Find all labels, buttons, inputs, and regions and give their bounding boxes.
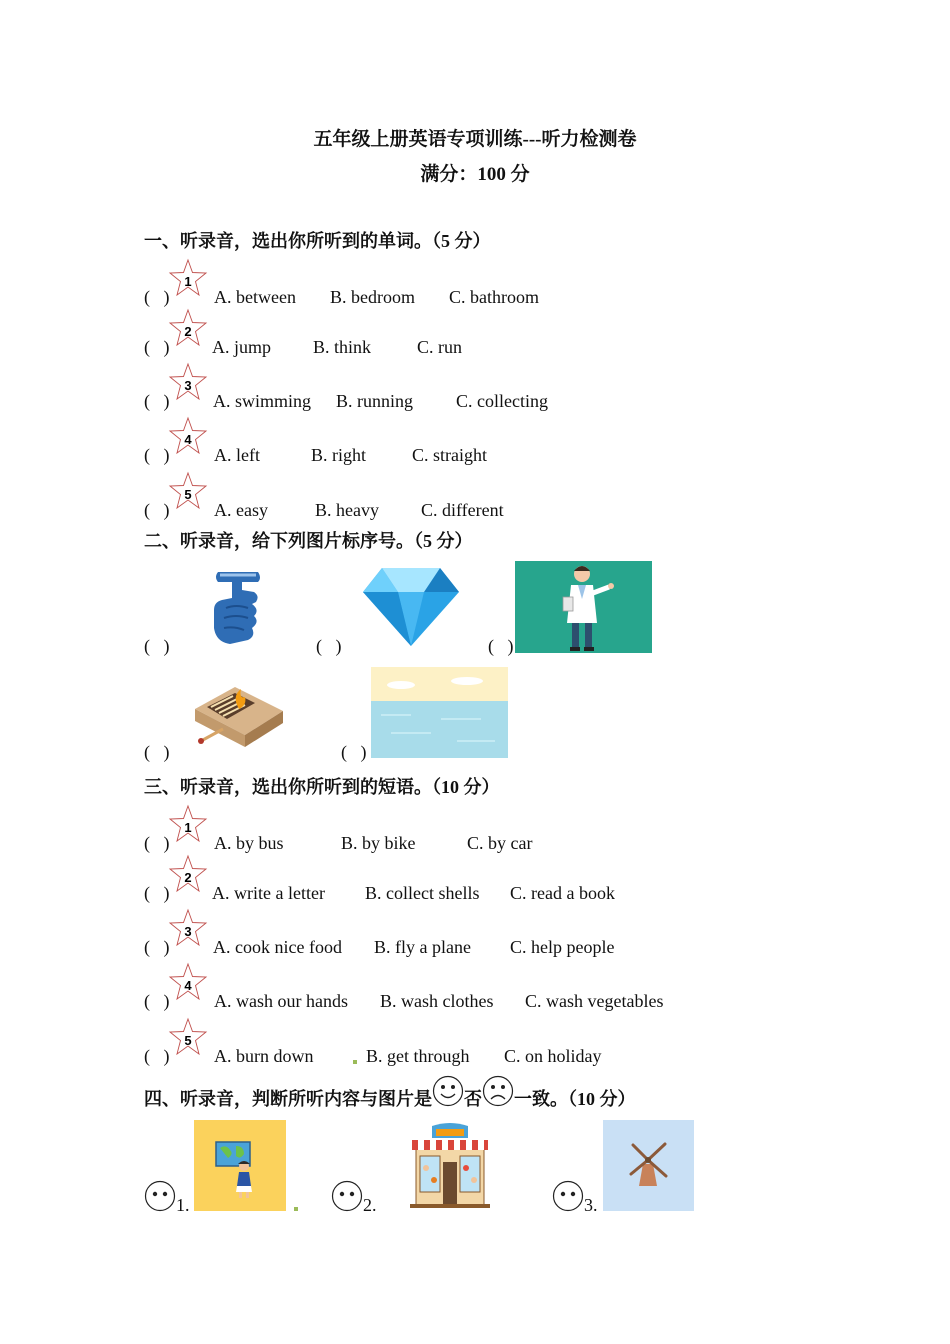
answer-blank[interactable]: ( ) (144, 500, 170, 520)
smiley-face-icon (432, 1075, 464, 1107)
section3-question-4 (144, 962, 794, 1012)
decorative-dot (294, 1207, 298, 1211)
answer-face-icon[interactable] (331, 1180, 363, 1212)
option-b[interactable]: B. collect shells (365, 883, 480, 903)
option-c[interactable]: C. read a book (510, 883, 615, 903)
option-a[interactable]: A. wash our hands (214, 991, 348, 1011)
option-b[interactable]: B. get through (366, 1046, 470, 1066)
question-number: 5 (184, 487, 192, 502)
option-c[interactable]: C. straight (412, 445, 487, 465)
option-a[interactable]: A. easy (214, 500, 268, 520)
section4-heading-part1: 四、听录音，判断所听内容与图片是 (144, 1089, 432, 1109)
answer-blank[interactable]: ( ) (144, 337, 170, 357)
answer-face-icon[interactable] (552, 1180, 584, 1212)
option-c[interactable]: C. on holiday (504, 1046, 602, 1066)
section1-question-3 (144, 362, 794, 412)
section4-heading (144, 1085, 636, 1111)
answer-blank[interactable]: ( ) (144, 991, 170, 1011)
option-a[interactable]: A. between (214, 287, 296, 307)
windmill-image (603, 1120, 694, 1211)
answer-blank[interactable]: ( ) (144, 1046, 170, 1066)
star-number-icon (168, 908, 208, 948)
option-c[interactable]: C. wash vegetables (525, 991, 664, 1011)
map-reading-image (194, 1120, 286, 1211)
option-b[interactable]: B. bedroom (330, 287, 415, 307)
option-b[interactable]: B. heavy (315, 500, 379, 520)
option-a[interactable]: A. jump (212, 337, 272, 357)
option-a[interactable]: A. burn down (214, 1046, 314, 1066)
star-number-icon (168, 362, 208, 402)
hand-sign-image (208, 564, 268, 648)
answer-blank[interactable]: ( ) (144, 636, 170, 656)
section3-question-3 (144, 908, 794, 958)
answer-face-icon[interactable] (144, 1180, 176, 1212)
answer-blank[interactable]: ( ) (144, 937, 170, 957)
option-c[interactable]: C. help people (510, 937, 615, 957)
option-c[interactable]: C. bathroom (449, 287, 539, 307)
star-number-icon (168, 962, 208, 1002)
question-number: 4 (184, 978, 192, 993)
option-c[interactable]: C. by car (467, 833, 533, 853)
question-number: 3 (184, 924, 192, 939)
question-number: 2. (363, 1195, 377, 1215)
section3-question-5 (144, 1017, 794, 1067)
option-b[interactable]: B. right (311, 445, 367, 465)
toy-shop-image (410, 1122, 490, 1208)
answer-blank[interactable]: ( ) (144, 445, 170, 465)
question-number: 3 (184, 378, 192, 393)
total-score: 满分：100 分 (420, 164, 530, 185)
answer-blank[interactable]: ( ) (341, 742, 367, 762)
star-number-icon (168, 308, 208, 348)
section2-heading: 二、听录音，给下列图片标序号。（5 分） (144, 531, 473, 551)
section1-question-2 (144, 308, 794, 358)
matches-image (193, 679, 285, 753)
answer-blank[interactable]: ( ) (144, 287, 170, 307)
doctor-image (515, 561, 652, 653)
option-a[interactable]: A. left (214, 445, 260, 465)
question-number: 2 (184, 324, 192, 339)
option-c[interactable]: C. collecting (456, 391, 548, 411)
option-a[interactable]: A. write a letter (212, 883, 325, 903)
diamond-image (362, 566, 460, 648)
option-a[interactable]: A. cook nice food (213, 937, 342, 957)
star-number-icon (168, 416, 208, 456)
question-number: 3. (584, 1195, 598, 1215)
star-number-icon (168, 804, 208, 844)
option-b[interactable]: B. wash clothes (380, 991, 494, 1011)
answer-blank[interactable]: ( ) (144, 883, 170, 903)
question-number: 4 (184, 432, 192, 447)
star-number-icon (168, 258, 208, 298)
section4-heading-part2: 否 (464, 1089, 482, 1109)
section1-question-1 (144, 258, 794, 308)
option-a[interactable]: A. by bus (214, 833, 284, 853)
section1-question-5 (144, 471, 794, 521)
section3-question-2 (144, 854, 794, 904)
answer-blank[interactable]: ( ) (316, 636, 342, 656)
option-c[interactable]: C. run (417, 337, 462, 357)
section3-question-1 (144, 804, 794, 854)
option-b[interactable]: B. think (313, 337, 372, 357)
option-a[interactable]: A. swimming (213, 391, 312, 411)
page-title: 五年级上册英语专项训练---听力检测卷 (313, 129, 637, 150)
option-b[interactable]: B. fly a plane (374, 937, 471, 957)
answer-blank[interactable]: ( ) (144, 742, 170, 762)
star-number-icon (168, 1017, 208, 1057)
option-b[interactable]: B. running (336, 391, 414, 411)
question-number: 1. (176, 1195, 190, 1215)
sea-image (371, 667, 508, 758)
answer-blank[interactable]: ( ) (144, 833, 170, 853)
option-c[interactable]: C. different (421, 500, 504, 520)
star-number-icon (168, 854, 208, 894)
answer-blank[interactable]: ( ) (488, 636, 514, 656)
question-number: 5 (184, 1033, 192, 1048)
sad-face-icon (482, 1075, 514, 1107)
question-number: 1 (184, 820, 192, 835)
section4-heading-part3: 一致。（10 分） (514, 1089, 636, 1109)
option-b[interactable]: B. by bike (341, 833, 416, 853)
section1-heading: 一、听录音，选出你所听到的单词。（5 分） (144, 231, 491, 251)
section3-heading: 三、听录音，选出你所听到的短语。（10 分） (144, 777, 500, 797)
question-number: 1 (184, 274, 192, 289)
decorative-dot (353, 1060, 357, 1064)
question-number: 2 (184, 870, 192, 885)
answer-blank[interactable]: ( ) (144, 391, 170, 411)
section1-question-4 (144, 416, 794, 466)
star-number-icon (168, 471, 208, 511)
